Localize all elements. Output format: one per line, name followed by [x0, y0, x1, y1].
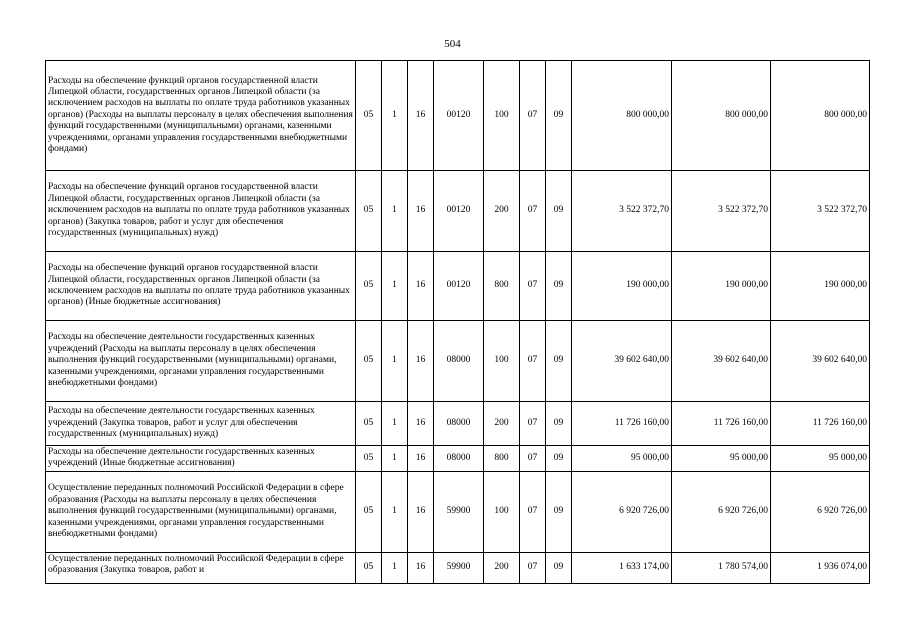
code-gp: 05 — [356, 446, 382, 472]
code-gp: 05 — [356, 171, 382, 252]
amount-year-2: 11 726 160,00 — [672, 402, 771, 446]
code-pgp: 1 — [382, 321, 408, 402]
amount-year-1: 11 726 160,00 — [572, 402, 672, 446]
row-description: Расходы на обеспечение деятельности государственных казенных учреждений (Расходы на выплаты персоналу в целях обеспечения выполнения функций государственными (муниципальными) органами, казенными учреждениями, органами управления государственными внебюджетными фондами) — [46, 321, 356, 402]
code-om: 16 — [408, 171, 434, 252]
code-om: 16 — [408, 402, 434, 446]
code-direction: 59900 — [434, 552, 484, 583]
page-number: 504 — [444, 38, 461, 50]
code-subsection: 09 — [546, 552, 572, 583]
code-gp: 05 — [356, 61, 382, 171]
table-row — [46, 171, 870, 252]
code-section: 07 — [520, 471, 546, 552]
code-subsection: 09 — [546, 252, 572, 321]
code-vr: 200 — [484, 552, 520, 583]
code-section: 07 — [520, 552, 546, 583]
row-description: Расходы на обеспечение функций органов государственной власти Липецкой области, государственных органов Липецкой области (за исключением расходов на выплаты по оплате труда работников указанных органов) (Расходы на выплаты персоналу в целях обеспечения выполнения функций государственными (муниципальными) органами, казенными учреждениями, органами управления государственными внебюджетными фондами) — [46, 61, 356, 171]
code-vr: 100 — [484, 471, 520, 552]
table-row — [46, 446, 870, 472]
budget-table — [45, 60, 870, 584]
code-om: 16 — [408, 61, 434, 171]
code-om: 16 — [408, 446, 434, 472]
code-subsection: 09 — [546, 61, 572, 171]
amount-year-1: 3 522 372,70 — [572, 171, 672, 252]
row-description: Расходы на обеспечение деятельности государственных казенных учреждений (Иные бюджетные ассигнования) — [46, 446, 356, 472]
amount-year-1: 1 633 174,00 — [572, 552, 672, 583]
amount-year-3: 1 936 074,00 — [771, 552, 870, 583]
code-vr: 800 — [484, 446, 520, 472]
code-vr: 800 — [484, 252, 520, 321]
code-vr: 100 — [484, 61, 520, 171]
row-description-text: Осуществление переданных полномочий Российской Федерации в сфере образования (Закупка товаров, работ и — [48, 553, 344, 576]
amount-year-2: 6 920 726,00 — [672, 471, 771, 552]
code-pgp: 1 — [382, 446, 408, 472]
code-subsection: 09 — [546, 321, 572, 402]
code-pgp: 1 — [382, 171, 408, 252]
amount-year-2: 3 522 372,70 — [672, 171, 771, 252]
code-section: 07 — [520, 446, 546, 472]
amount-year-2: 190 000,00 — [672, 252, 771, 321]
code-direction: 00120 — [434, 252, 484, 321]
amount-year-1: 39 602 640,00 — [572, 321, 672, 402]
code-om: 16 — [408, 321, 434, 402]
amount-year-3: 800 000,00 — [771, 61, 870, 171]
code-subsection: 09 — [546, 446, 572, 472]
code-pgp: 1 — [382, 252, 408, 321]
code-direction: 08000 — [434, 402, 484, 446]
code-vr: 200 — [484, 402, 520, 446]
table-row — [46, 552, 870, 583]
amount-year-3: 3 522 372,70 — [771, 171, 870, 252]
code-om: 16 — [408, 252, 434, 321]
table-row — [46, 321, 870, 402]
row-description: Расходы на обеспечение деятельности государственных казенных учреждений (Закупка товаров, работ и услуг для обеспечения государственных (муниципальных) нужд) — [46, 402, 356, 446]
code-section: 07 — [520, 402, 546, 446]
table-row — [46, 61, 870, 171]
code-gp: 05 — [356, 471, 382, 552]
amount-year-3: 39 602 640,00 — [771, 321, 870, 402]
amount-year-2: 800 000,00 — [672, 61, 771, 171]
code-pgp: 1 — [382, 402, 408, 446]
code-vr: 200 — [484, 171, 520, 252]
row-description — [46, 552, 356, 583]
amount-year-3: 11 726 160,00 — [771, 402, 870, 446]
code-direction: 08000 — [434, 321, 484, 402]
code-pgp: 1 — [382, 61, 408, 171]
code-direction: 00120 — [434, 171, 484, 252]
row-description: Расходы на обеспечение функций органов государственной власти Липецкой области, государственных органов Липецкой области (за исключением расходов на выплаты по оплате труда работников указанных органов) (Иные бюджетные ассигнования) — [46, 252, 356, 321]
code-section: 07 — [520, 321, 546, 402]
code-vr: 100 — [484, 321, 520, 402]
code-subsection: 09 — [546, 402, 572, 446]
row-description: Расходы на обеспечение функций органов государственной власти Липецкой области, государственных органов Липецкой области (за исключением расходов на выплаты по оплате труда работников указанных органов) (Закупка товаров, работ и услуг для обеспечения государственных (муниципальных) нужд) — [46, 171, 356, 252]
code-gp: 05 — [356, 552, 382, 583]
amount-year-3: 190 000,00 — [771, 252, 870, 321]
table-row — [46, 252, 870, 321]
table-row — [46, 402, 870, 446]
code-gp: 05 — [356, 321, 382, 402]
code-section: 07 — [520, 252, 546, 321]
code-pgp: 1 — [382, 552, 408, 583]
code-om: 16 — [408, 552, 434, 583]
code-gp: 05 — [356, 252, 382, 321]
code-direction: 59900 — [434, 471, 484, 552]
code-gp: 05 — [356, 402, 382, 446]
code-subsection: 09 — [546, 471, 572, 552]
amount-year-2: 39 602 640,00 — [672, 321, 771, 402]
amount-year-2: 95 000,00 — [672, 446, 771, 472]
code-direction: 08000 — [434, 446, 484, 472]
code-om: 16 — [408, 471, 434, 552]
table-row — [46, 471, 870, 552]
row-description: Осуществление переданных полномочий Российской Федерации в сфере образования (Расходы на выплаты персоналу в целях обеспечения выполнения функций государственными (муниципальными) органами, казенными учреждениями, органами управления государственными внебюджетными фондами) — [46, 471, 356, 552]
code-pgp: 1 — [382, 471, 408, 552]
amount-year-1: 6 920 726,00 — [572, 471, 672, 552]
code-section: 07 — [520, 171, 546, 252]
amount-year-1: 190 000,00 — [572, 252, 672, 321]
code-direction: 00120 — [434, 61, 484, 171]
amount-year-3: 6 920 726,00 — [771, 471, 870, 552]
code-section: 07 — [520, 61, 546, 171]
amount-year-3: 95 000,00 — [771, 446, 870, 472]
amount-year-1: 800 000,00 — [572, 61, 672, 171]
code-subsection: 09 — [546, 171, 572, 252]
amount-year-1: 95 000,00 — [572, 446, 672, 472]
amount-year-2: 1 780 574,00 — [672, 552, 771, 583]
